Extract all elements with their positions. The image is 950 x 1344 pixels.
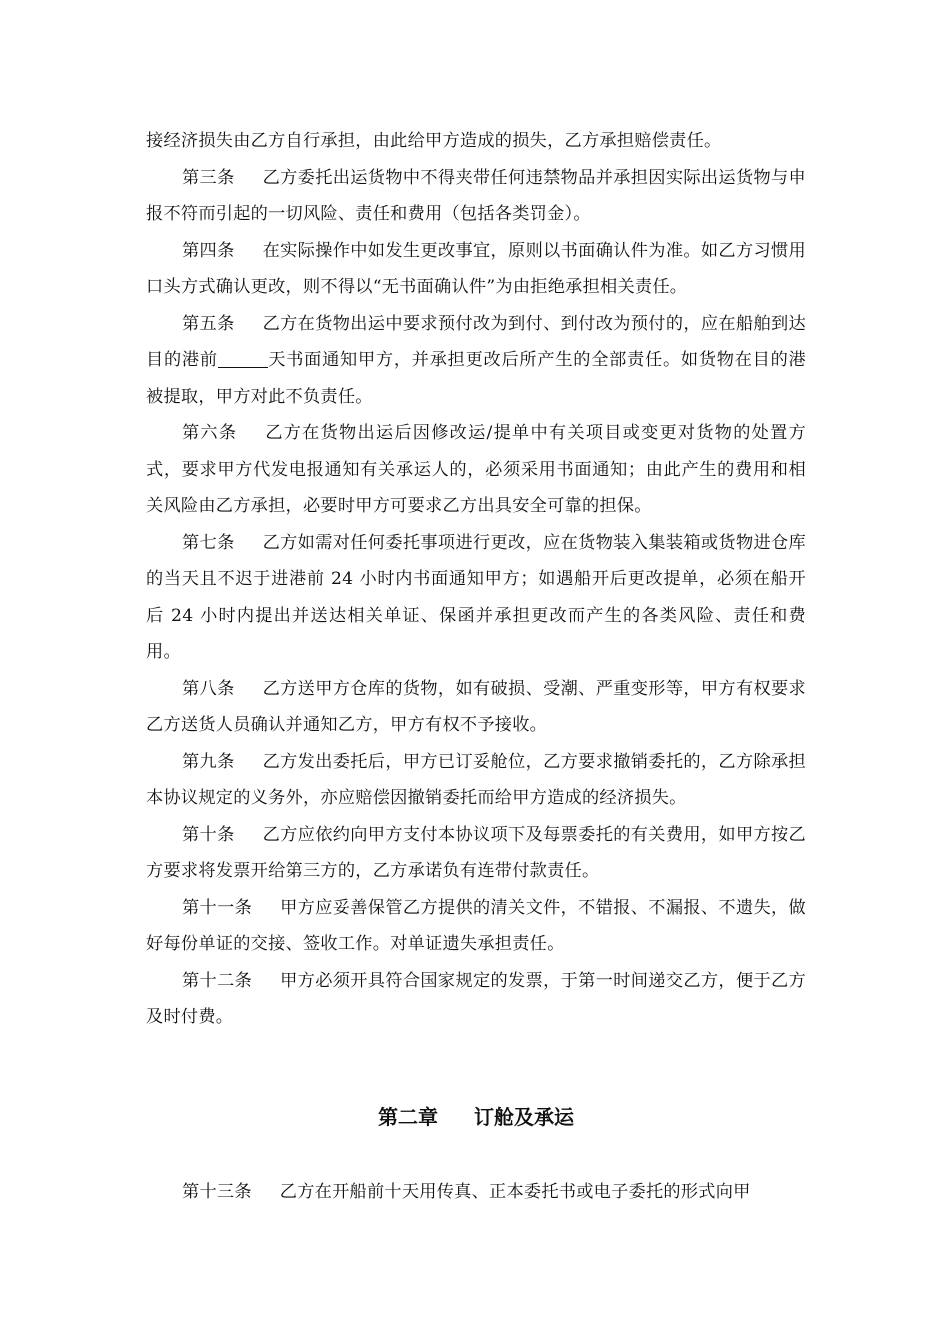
article-13 [146, 1174, 806, 1211]
article-9 [146, 744, 806, 817]
article-6 [146, 415, 806, 525]
article-11 [146, 890, 806, 963]
article-3 [146, 160, 806, 233]
article-text: 乙方在开船前十天用传真、正本委托书或电子委托的形式向甲 [279, 1182, 751, 1202]
article-text: 乙方在货物出运后因修改运/提单中有关项目或变更对货物的处置方式，要求甲方代发电报通知有关承运人的，必须采用书面通知；由此产生的费用和相关风险由乙方承担，必要时甲方可要求乙方出具安全可靠的担保。 [146, 423, 806, 516]
article-label: 第十一条 [182, 897, 253, 918]
article-text: 乙方如需对任何委托事项进行更改，应在货物装入集装箱或货物进仓库的当天且不迟于进港前 24 小时内书面通知甲方；如遇船开后更改提单，必须在船开后 24 小时内提出并送达相关单证、保函并承担更改而产生的各类风险、责任和费用。 [146, 532, 806, 662]
article-12 [146, 963, 806, 1036]
article-text: 乙方委托出运货物中不得夹带任何违禁物品并承担因实际出运货物与申报不符而引起的一切风险、责任和费用（包括各类罚金）。 [146, 167, 806, 224]
paragraph-text: 接经济损失由乙方自行承担，由此给甲方造成的损失，乙方承担赔偿责任。 [146, 131, 722, 151]
chapter-heading [146, 1099, 806, 1135]
fill-in-blank [218, 349, 268, 368]
chapter-title: 订舱及承运 [474, 1105, 574, 1129]
article-text: 乙方送甲方仓库的货物，如有破损、受潮、严重变形等，甲方有权要求乙方送货人员确认并通知乙方，甲方有权不予接收。 [146, 678, 806, 735]
document-body [146, 123, 806, 1036]
article-label: 第四条 [182, 240, 235, 261]
article-text: 在实际操作中如发生更改事宜，原则以书面确认件为准。如乙方习惯用口头方式确认更改，则不得以“无书面确认件”为由拒绝承担相关责任。 [146, 240, 806, 297]
article-label: 第七条 [182, 532, 235, 553]
article-label: 第八条 [182, 678, 235, 699]
article-label: 第九条 [182, 751, 235, 772]
article-label: 第三条 [182, 167, 235, 188]
article-label: 第六条 [182, 423, 238, 443]
article-8 [146, 671, 806, 744]
article-text: 甲方应妥善保管乙方提供的清关文件，不错报、不漏报、不遗失，做好每份单证的交接、签收工作。对单证遗失承担责任。 [146, 897, 806, 954]
article-text-part-b: 天书面通知甲方，并承担更改后所产生的全部责任。如货物在目的港被提取，甲方对此不负责任。 [146, 350, 806, 407]
chapter-body [146, 1174, 806, 1211]
article-label: 第十条 [182, 824, 235, 845]
article-text: 甲方必须开具符合国家规定的发票，于第一时间递交乙方，便于乙方及时付费。 [146, 970, 806, 1027]
article-label: 第十二条 [182, 970, 253, 991]
paragraph-continuation [146, 123, 806, 160]
article-text: 乙方应依约向甲方支付本协议项下及每票委托的有关费用，如甲方按乙方要求将发票开给第三方的，乙方承诺负有连带付款责任。 [146, 824, 806, 881]
article-text: 乙方发出委托后，甲方已订妥舱位，乙方要求撤销委托的，乙方除承担本协议规定的义务外，亦应赔偿因撤销委托而给甲方造成的经济损失。 [146, 751, 806, 808]
article-4 [146, 233, 806, 306]
article-label: 第十三条 [182, 1182, 252, 1202]
article-7 [146, 525, 806, 671]
article-5 [146, 306, 806, 416]
article-text-part-a: 乙方在货物出运中要求预付改为到付、到付改为预付的，应在船舶到达目的港前 [146, 313, 806, 370]
article-10 [146, 817, 806, 890]
article-label: 第五条 [182, 313, 235, 334]
chapter-number: 第二章 [378, 1105, 438, 1129]
